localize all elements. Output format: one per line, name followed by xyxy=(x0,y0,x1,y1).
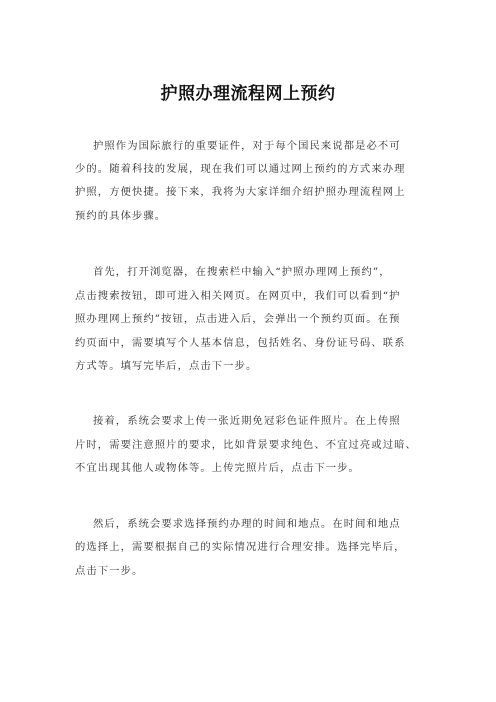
paragraph-line: 方式等。填写完毕后，点击下一步。 xyxy=(75,360,258,372)
paragraph-line: 护照，方便快捷。接下来，我将为大家详细介绍护照办理流程网上 xyxy=(75,186,406,198)
paragraph-line: 然后，系统会要求选择预约办理的时间和地点。在时间和地点 xyxy=(93,518,401,530)
paragraph-line: 不宜出现其他人或物体等。上传完照片后，点击下一步。 xyxy=(75,462,360,474)
paragraph-line: 约页面中，需要填写个人基本信息，包括姓名、身份证号码、联系 xyxy=(75,337,406,349)
paragraph-line: 点击搜索按钮，即可进入相关网页。在网页中，我们可以看到“护 xyxy=(75,290,401,302)
paragraph-line: 预约的具体步骤。 xyxy=(75,210,167,222)
paragraph-line: 首先，打开浏览器，在搜索栏中输入“护照办理网上预约”， xyxy=(93,266,391,278)
paragraph-line: 片时，需要注意照片的要求，比如背景要求纯色、不宜过亮或过暗、 xyxy=(75,439,417,451)
paragraph-line: 少的。随着科技的发展，现在我们可以通过网上预约的方式来办理 xyxy=(75,163,406,175)
paragraph-line: 点击下一步。 xyxy=(75,565,144,577)
paragraph-line: 照办理网上预约”按钮，点击进入后，会弹出一个预约页面。在预 xyxy=(75,313,401,325)
paragraph-line: 护照作为国际旅行的重要证件，对于每个国民来说都是必不可 xyxy=(93,140,401,152)
paragraph-line: 接着，系统会要求上传一张近期免冠彩色证件照片。在上传照 xyxy=(93,415,401,427)
page-title: 护照办理流程网上预约 xyxy=(160,84,336,104)
paragraph-line: 的选择上，需要根据自己的实际情况进行合理安排。选择完毕后， xyxy=(75,541,406,553)
